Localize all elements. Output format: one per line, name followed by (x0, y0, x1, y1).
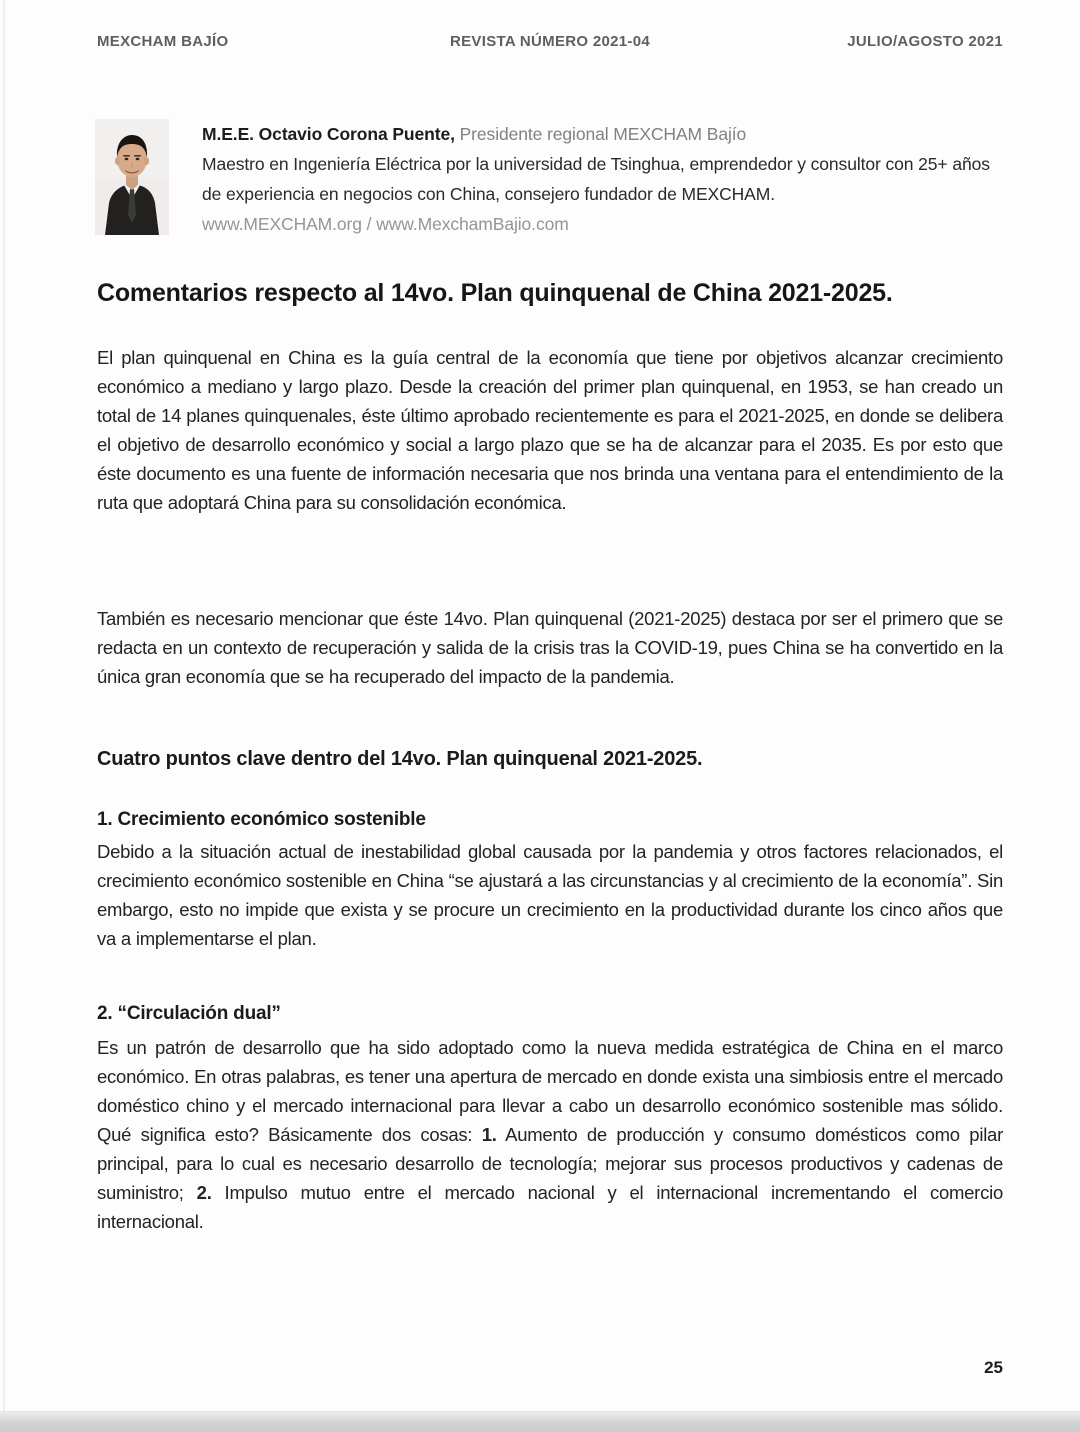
masthead-issue: REVISTA NÚMERO 2021-04 (450, 33, 650, 50)
author-bio: Maestro en Ingeniería Eléctrica por la universidad de Tsinghua, emprendedor y consultor con 25+ años de experiencia en negocios con China, consejero fundador de MEXCHAM. (202, 154, 990, 204)
paragraph-context: También es necesario mencionar que éste 14vo. Plan quinquenal (2021-2025) destaca por ser el primero que se redacta en un contexto de recuperación y salida de la crisis tras la COVID-19, pues China se ha convertido en la única gran economía que se ha recuperado del impacto de la pandemia. (97, 607, 1003, 687)
paragraph-intro: El plan quinquenal en China es la guía central de la economía que tiene por objetivos alcanzar crecimiento económico a mediano y largo plazo. Desde la creación del primer plan quinquenal, en 1953, se han creado un total de 14 planes quinquenales, éste último aprobado recientemente es para el 2021-2025, en donde se delibera el objetivo de desarrollo económico y social a largo plazo que se ha de alcanzar para el 2035. Es por esto que éste documento es una fuente de información necesaria que nos brinda una ventana para el entendimiento de la ruta que adoptará China para su consolidación económica. (97, 346, 1003, 513)
author-role: Presidente regional MEXCHAM Bajío (459, 124, 747, 144)
key-points-subheading: Cuatro puntos clave dentro del 14vo. Plan quinquenal 2021-2025. (97, 747, 703, 770)
author-text (202, 119, 1003, 239)
section-1-body: Debido a la situación actual de inestabilidad global causada por la pandemia y otros factores relacionados, el crecimiento económico sostenible en China “se ajustará a las circunstancias y al crecimiento de la economía”. Sin embargo, esto no impide que exista y se procure un crecimiento en la productividad durante los cinco años que va a implementarse el plan. (97, 840, 1003, 949)
author-block (95, 119, 1003, 239)
page-number: 25 (984, 1358, 1003, 1377)
author-websites: www.MEXCHAM.org / www.MexchamBajio.com (202, 214, 569, 234)
section-2-bold-2: 2. (196, 1181, 212, 1203)
section-2-body-part: Aumento de producción y consumo domésticos como pilar principal, para lo cual es necesario desarrollo de tecnología; mejorar sus procesos productivos y cadenas de suministro; (97, 1123, 1003, 1203)
section-2-body-part: Es un patrón de desarrollo que ha sido adoptado como la nueva medida estratégica de China en el marco económico. En otras palabras, es tener una apertura de mercado en donde exista una simbiosis entre el mercado doméstico chino y el mercado internacional para llevar a cabo un desarrollo económico sostenible mas sólido. Qué significa esto? Básicamente dos cosas: (97, 1036, 1003, 1145)
section-2-bold-1: 1. (481, 1123, 497, 1145)
author-name-line (202, 119, 1003, 149)
magazine-masthead (97, 33, 1003, 50)
article-title: Comentarios respecto al 14vo. Plan quinquenal de China 2021-2025. (97, 278, 893, 307)
author-portrait-illustration (95, 119, 169, 235)
author-photo (95, 119, 169, 235)
section-2-body (97, 1033, 1003, 1236)
section-2-heading: 2. “Circulación dual” (97, 1003, 281, 1024)
section-2-body-part: Impulso mutuo entre el mercado nacional y el internacional incrementando el comercio internacional. (97, 1181, 1003, 1232)
masthead-date: JULIO/AGOSTO 2021 (847, 33, 1003, 50)
page-bottom-scan-edge (0, 1411, 1080, 1432)
page-left-edge-shadow (3, 0, 5, 1412)
section-1-heading: 1. Crecimiento económico sostenible (97, 809, 426, 830)
author-name: M.E.E. Octavio Corona Puente, (202, 124, 455, 144)
masthead-brand: MEXCHAM BAJÍO (97, 33, 229, 50)
